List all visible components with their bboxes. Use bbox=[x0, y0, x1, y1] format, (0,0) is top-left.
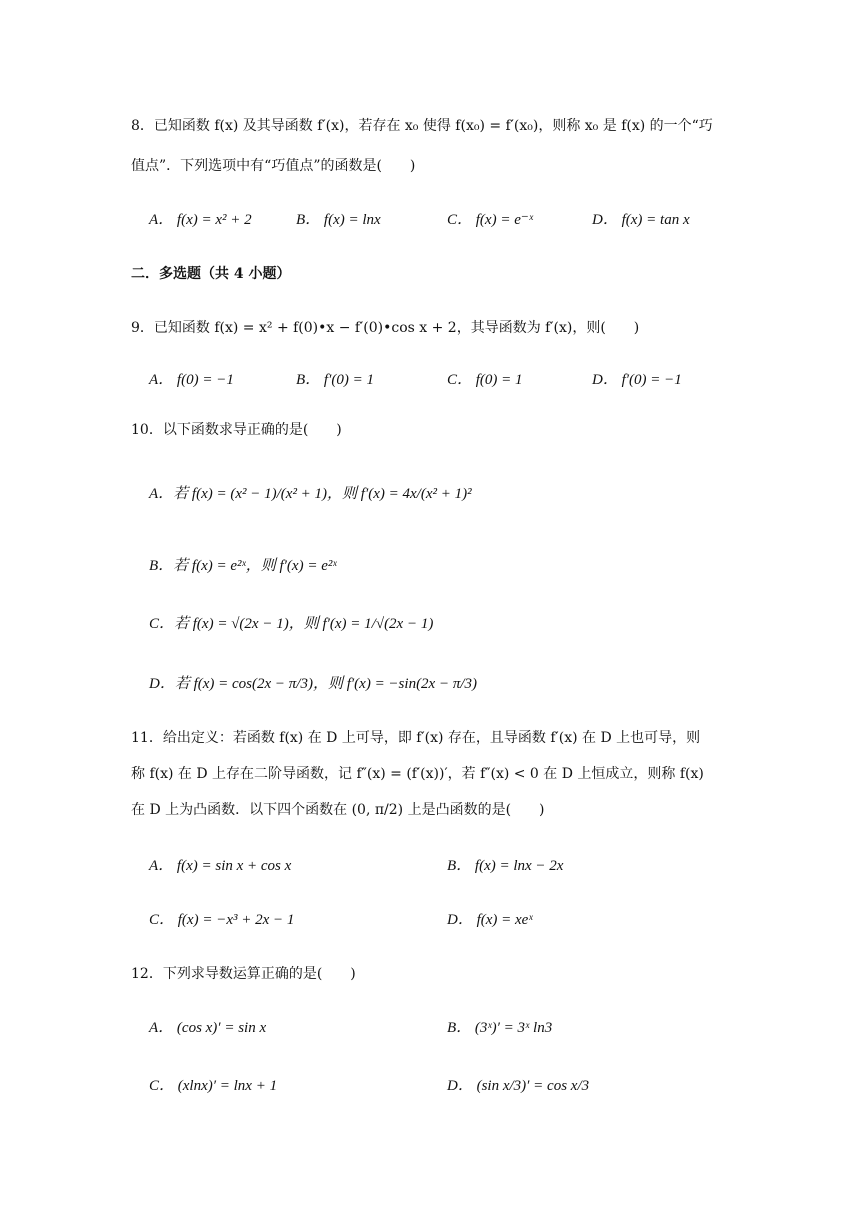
q12-option-a: A． (cos x)′ = sin x bbox=[149, 1020, 267, 1036]
q11-stem-line2: 称 f(x) 在 D 上存在二阶导函数，记 f″(x) = (f′(x))′，若 f″(x) < 0 在 D 上恒成立，则称 f(x) bbox=[131, 766, 704, 782]
q12-option-b: B． (3ˣ)′ = 3ˣ ln3 bbox=[447, 1020, 553, 1036]
q11-stem-line3: 在 D 上为凸函数．以下四个函数在 (0, π/2) 上是凸函数的是( ) bbox=[131, 802, 545, 818]
q9-option-a: A． f(0) = −1 bbox=[149, 372, 234, 388]
q11-stem-line1: 11．给出定义：若函数 f(x) 在 D 上可导，即 f′(x) 存在，且导函数 f′(x) 在 D 上也可导，则 bbox=[131, 730, 701, 746]
q12-option-d: D． (sin x/3)′ = cos x/3 bbox=[447, 1078, 590, 1094]
q9-stem: 9．已知函数 f(x) = x² + f(0)•x − f′(0)•cos x + 2，其导函数为 f′(x)，则( ) bbox=[131, 320, 640, 336]
q8-option-a: A． f(x) = x² + 2 bbox=[149, 212, 252, 228]
q8-option-b: B． f(x) = lnx bbox=[296, 212, 381, 228]
section-heading-multiple-choice: 二．多选题（共 4 小题） bbox=[131, 266, 291, 282]
q9-option-b: B． f′(0) = 1 bbox=[296, 372, 374, 388]
q8-stem-line1: 8．已知函数 f(x) 及其导函数 f′(x)，若存在 x₀ 使得 f(x₀) = f′(x₀)，则称 x₀ 是 f(x) 的一个“巧 bbox=[131, 118, 713, 134]
q8-stem-line2: 值点”．下列选项中有“巧值点”的函数是( ) bbox=[131, 158, 416, 174]
q10-stem: 10．以下函数求导正确的是( ) bbox=[131, 422, 342, 438]
q11-option-a: A． f(x) = sin x + cos x bbox=[149, 858, 292, 874]
q12-option-c: C． (xlnx)′ = lnx + 1 bbox=[149, 1078, 278, 1094]
q9-option-d: D． f′(0) = −1 bbox=[592, 372, 682, 388]
q10-option-a: A．若 f(x) = (x² − 1)/(x² + 1)，则 f′(x) = 4x/(x² + 1)² bbox=[149, 486, 472, 502]
q12-stem: 12．下列求导数运算正确的是( ) bbox=[131, 966, 356, 982]
q8-option-c: C． f(x) = e⁻ˣ bbox=[447, 212, 534, 228]
q11-option-b: B． f(x) = lnx − 2x bbox=[447, 858, 564, 874]
q11-option-c: C． f(x) = −x³ + 2x − 1 bbox=[149, 912, 295, 928]
q10-option-b: B．若 f(x) = e²ˣ，则 f′(x) = e²ˣ bbox=[149, 558, 337, 574]
q11-option-d: D． f(x) = xeˣ bbox=[447, 912, 533, 928]
q9-option-c: C． f(0) = 1 bbox=[447, 372, 523, 388]
q8-option-d: D． f(x) = tan x bbox=[592, 212, 690, 228]
q10-option-d: D．若 f(x) = cos(2x − π/3)，则 f′(x) = −sin(2x − π/3) bbox=[149, 676, 478, 692]
q10-option-c: C．若 f(x) = √(2x − 1)，则 f′(x) = 1/√(2x − 1) bbox=[149, 616, 434, 632]
